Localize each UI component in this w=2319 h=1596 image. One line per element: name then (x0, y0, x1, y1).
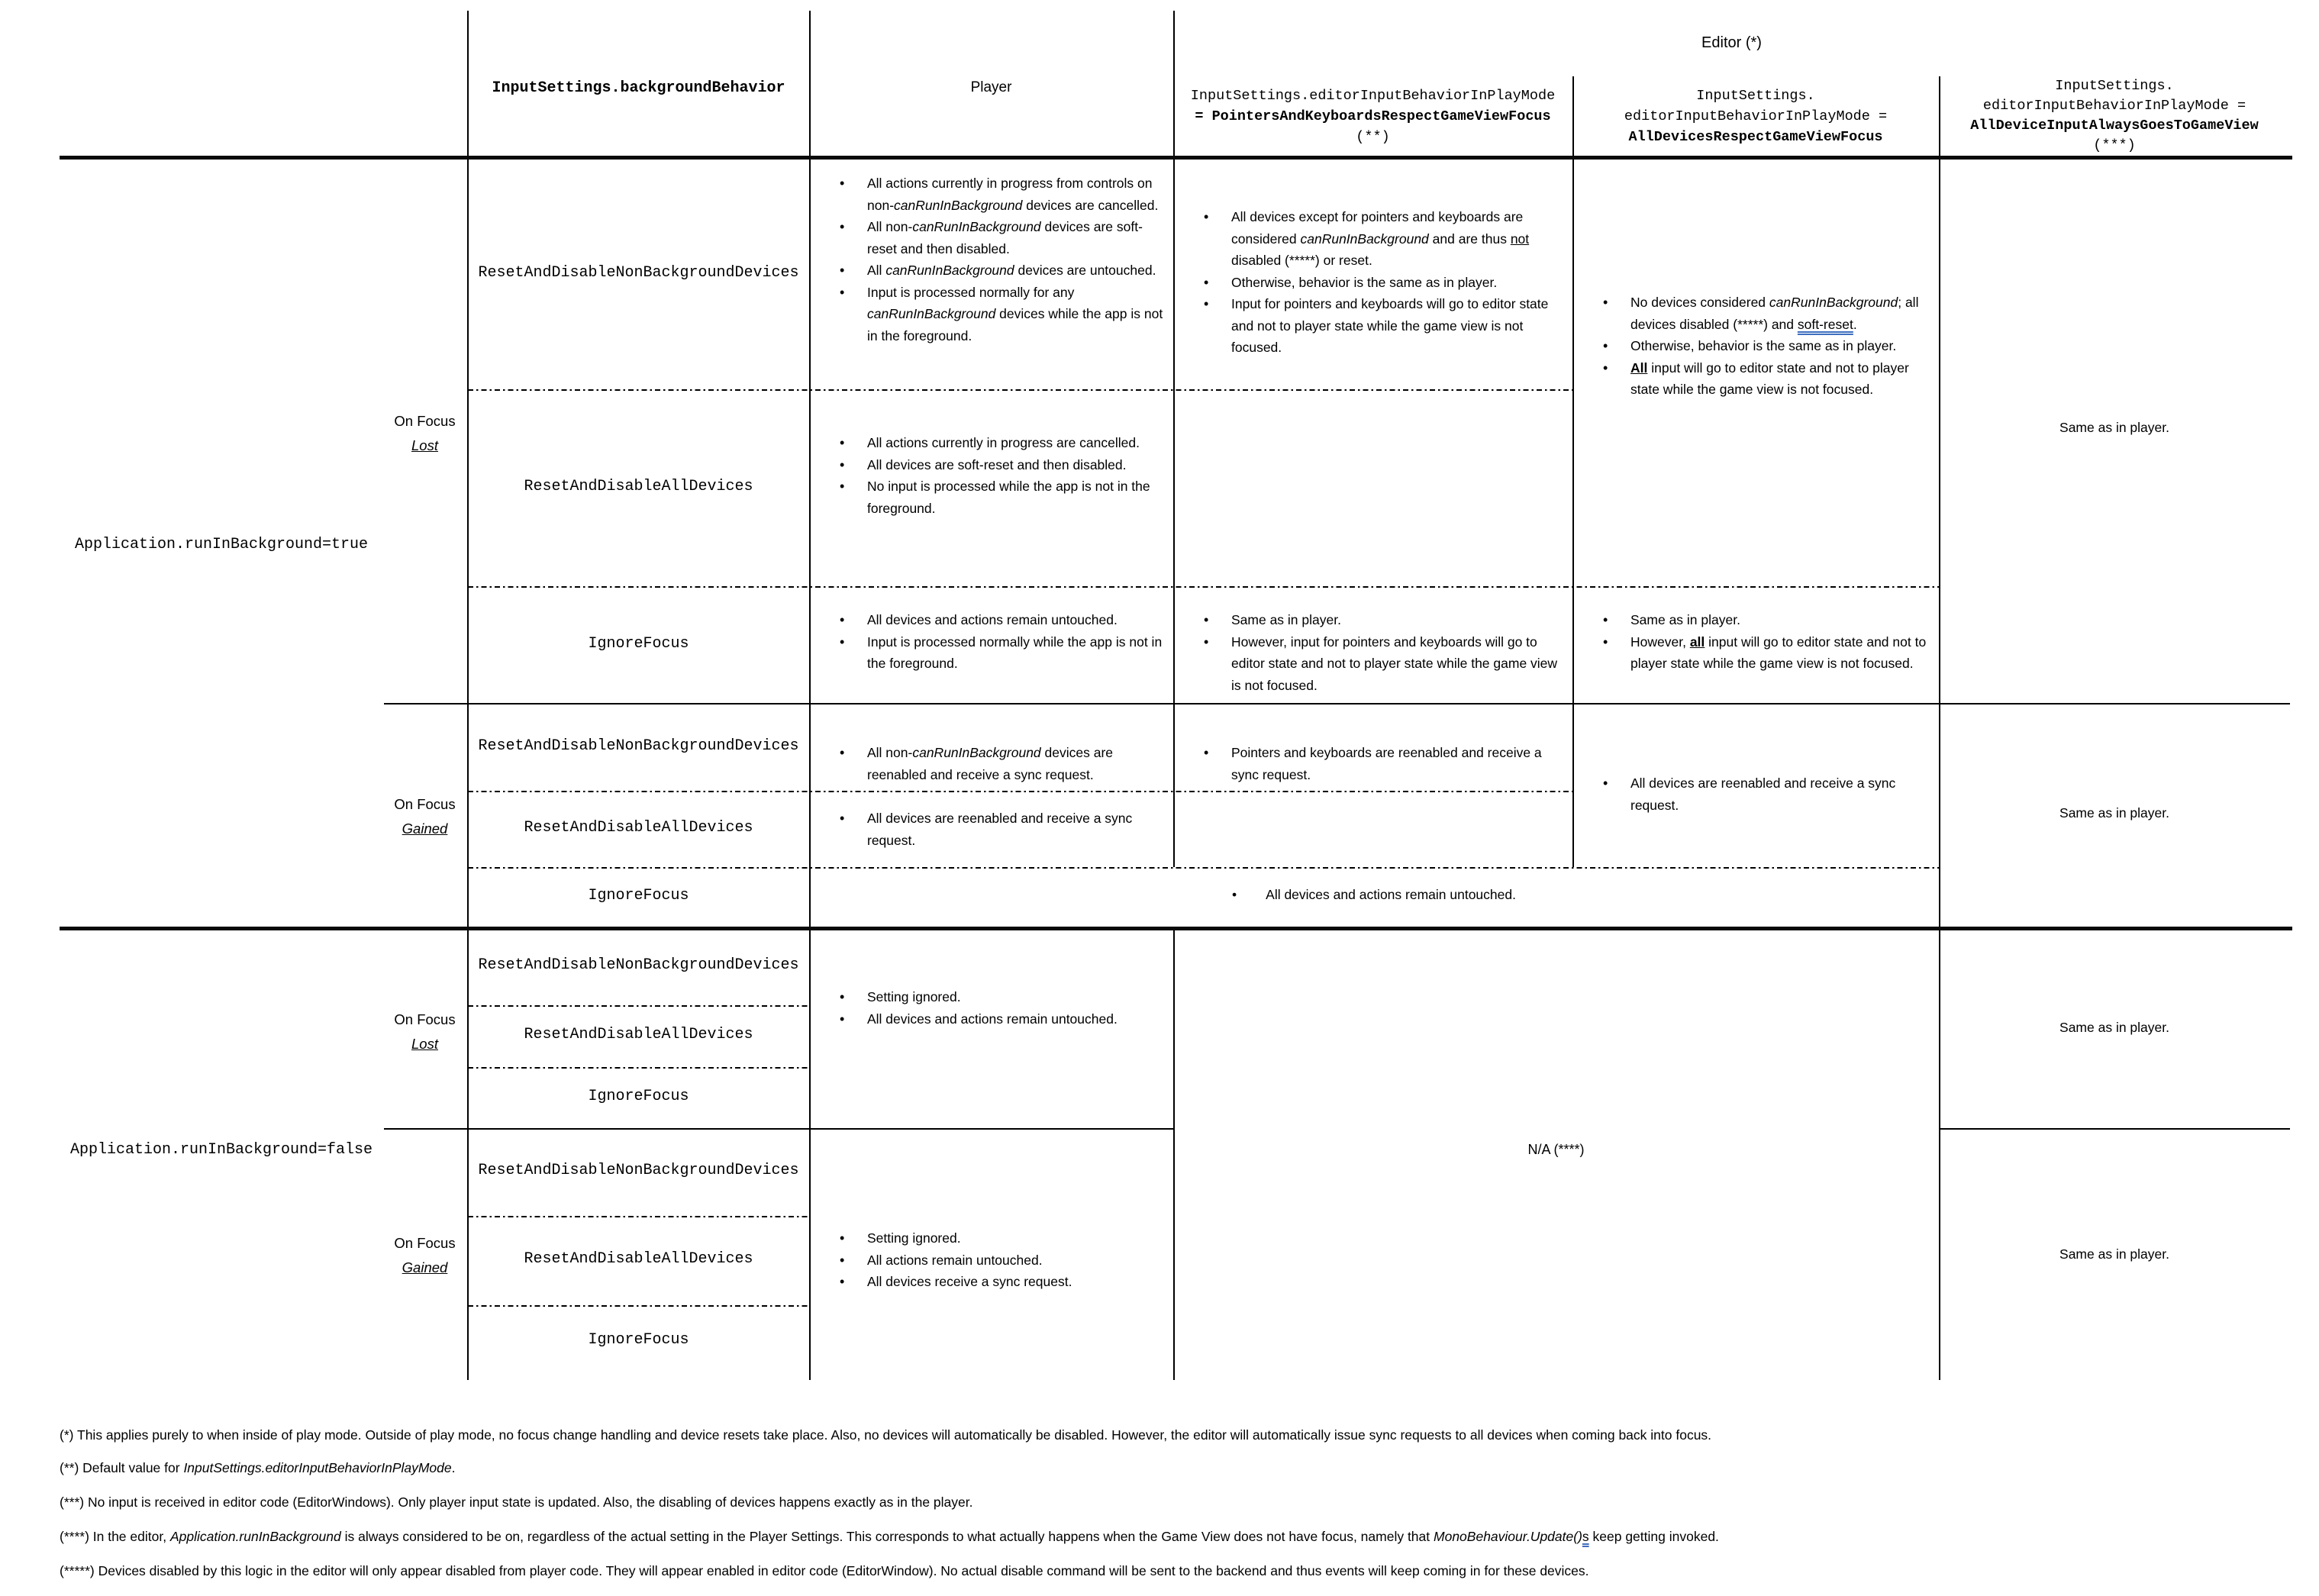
footnote-1: (*) This applies purely to when inside of play mode. Outside of play mode, no focus change handling and device resets take place. Also, no devices will automatically be disabled. However, the editor will automatically issue sync requests to all devices when coming back into focus. (60, 1427, 1712, 1443)
bullet-item: • However, input for pointers and keyboards will go to editor state and not to player state while the game view is not focused. (1173, 631, 1567, 697)
cell-editor-pointers-gained-reset-non-bg (1173, 742, 1567, 785)
footnote-3: (***) No input is received in editor code (EditorWindows). Only player input state is updated. Also, the disabling of devices happens exactly as in the player. (60, 1494, 973, 1510)
bullet-item: • Pointers and keyboards are reenabled and receive a sync request. (1173, 742, 1567, 785)
footnote-5: (*****) Devices disabled by this logic in the editor will only appear disabled from player code. They will appear enabled in editor code (EditorWindow). No actual disable command will be sent to the backend and thus events will keep coming in for these devices. (60, 1563, 1589, 1578)
cell-gained-ignore-merged (809, 887, 1939, 903)
header-line: = PointersAndKeyboardsRespectGameViewFocus (1195, 108, 1551, 124)
editor-group-header: Editor (*) (1701, 34, 1762, 51)
section-divider (60, 927, 2292, 930)
cell-editor-alldevices-gained-merged (1572, 772, 1937, 816)
column-divider (1173, 11, 1175, 867)
header-line: (***) (2093, 137, 2136, 153)
run-in-background-false-label: Application.runInBackground=false (69, 1141, 373, 1159)
bullet-item: • All canRunInBackground devices are untouched. (809, 260, 1168, 282)
on-focus-lost-label (382, 409, 468, 458)
editor-pointers-header (1177, 85, 1569, 147)
bullet-item: • All devices receive a sync request. (809, 1271, 1168, 1293)
cell-player-false-gained-merged (809, 1227, 1168, 1293)
cell-player-gained-reset-non-bg (809, 742, 1168, 785)
dashed-divider (468, 586, 1939, 588)
lost-text: Lost (411, 1036, 438, 1052)
lost-text: Lost (411, 437, 438, 453)
gained-text: Gained (402, 821, 448, 837)
bullet-item: • Input is processed normally for any canRunInBackground devices while the app is not in the foreground. (809, 282, 1168, 347)
cell-player-lost-ignore (809, 609, 1168, 675)
header-line: AllDevicesRespectGameViewFocus (1628, 129, 1883, 145)
bullet-item: • Setting ignored. (809, 1227, 1168, 1249)
behavior-reset-non-background: ResetAndDisableNonBackgroundDevices (478, 264, 799, 282)
bullet-item: • No devices considered canRunInBackground; all devices disabled (*****) and soft-reset. (1572, 292, 1937, 335)
bullet-item: All devices and actions remain untouched. (1266, 887, 1516, 902)
bullet-item: • Same as in player. (1173, 609, 1567, 631)
header-line: InputSettings.editorInputBehaviorInPlayMode (1190, 88, 1556, 104)
header-line: editorInputBehaviorInPlayMode = (1982, 98, 2246, 114)
editor-alldevices-header (1576, 85, 1935, 147)
bullet-item: • Same as in player. (1572, 609, 1937, 631)
gained-text: Gained (402, 1259, 448, 1275)
row-divider (384, 1128, 1173, 1130)
row-divider (384, 703, 2290, 704)
header-line: InputSettings. (1696, 88, 1815, 104)
behavior-ignore-focus: IgnoreFocus (588, 1088, 689, 1105)
on-focus-text: On Focus (394, 1011, 456, 1027)
header-line: editorInputBehaviorInPlayMode = (1624, 108, 1888, 124)
behavior-reset-non-background: ResetAndDisableNonBackgroundDevices (478, 956, 799, 974)
behavior-ignore-focus: IgnoreFocus (588, 635, 689, 653)
dashed-divider (468, 867, 1939, 869)
bullet-item: • All actions currently in progress from controls on non-canRunInBackground devices are cancelled. (809, 172, 1168, 216)
bullet-item: • All devices except for pointers and keyboards are considered canRunInBackground and are thus not disabled (*****) or reset. (1173, 206, 1567, 272)
bullet-item: • All non-canRunInBackground devices are reenabled and receive a sync request. (809, 742, 1168, 785)
footnote-2: (**) Default value for InputSettings.editorInputBehaviorInPlayMode. (60, 1460, 456, 1475)
bullet-item: • All input will go to editor state and not to player state while the game view is not focused. (1572, 357, 1937, 401)
cell-player-lost-reset-non-bg (809, 172, 1168, 347)
dashed-divider (468, 389, 1572, 391)
dashed-divider (468, 1067, 809, 1069)
cell-same-as-player: Same as in player. (2059, 805, 2169, 821)
behavior-reset-non-background: ResetAndDisableNonBackgroundDevices (478, 737, 799, 755)
bullet-item: • Otherwise, behavior is the same as in player. (1572, 335, 1937, 357)
footnote-4: (****) In the editor, Application.runInBackground is always considered to be on, regardless of the actual setting in the Player Settings. This corresponds to what actually happens when the Game View does not have focus, namely that MonoBehaviour.Update()s keep getting invoked. (60, 1529, 1719, 1544)
header-line: (**) (1356, 129, 1390, 145)
bullet-item: • All devices are reenabled and receive a sync request. (809, 808, 1168, 851)
header-divider (60, 156, 2292, 160)
bullet-item: • No input is processed while the app is not in the foreground. (809, 476, 1168, 519)
behavior-reset-all: ResetAndDisableAllDevices (524, 819, 753, 837)
dashed-divider (468, 791, 1572, 792)
cell-player-lost-reset-all (809, 432, 1168, 519)
bullet-dot: • (1232, 887, 1237, 902)
on-focus-gained-label (382, 1231, 468, 1280)
dashed-divider (468, 1216, 809, 1217)
on-focus-text: On Focus (394, 1235, 456, 1251)
cell-same-as-player: Same as in player. (2059, 1020, 2169, 1035)
bullet-item: • However, all input will go to editor state and not to player state while the game view is not focused. (1572, 631, 1937, 675)
row-divider (1939, 1128, 2290, 1130)
behavior-ignore-focus: IgnoreFocus (588, 1331, 689, 1349)
player-header: Player (970, 79, 1012, 95)
column-divider (1939, 76, 1940, 1380)
on-focus-text: On Focus (394, 413, 456, 429)
on-focus-gained-label (382, 792, 468, 841)
behavior-ignore-focus: IgnoreFocus (588, 887, 689, 904)
bullet-item: • All non-canRunInBackground devices are soft-reset and then disabled. (809, 216, 1168, 260)
behavior-reset-non-background: ResetAndDisableNonBackgroundDevices (478, 1162, 799, 1179)
bullet-item: • Otherwise, behavior is the same as in player. (1173, 272, 1567, 294)
run-in-background-true-label: Application.runInBackground=true (74, 536, 369, 553)
bullet-item: • All devices are soft-reset and then disabled. (809, 454, 1168, 476)
dashed-divider (468, 1005, 809, 1007)
cell-same-as-player: Same as in player. (2059, 1246, 2169, 1262)
cell-editor-na: N/A (****) (1527, 1142, 1585, 1157)
bullet-item: • All devices and actions remain untouched. (809, 1008, 1168, 1030)
cell-editor-pointers-lost-ignore (1173, 609, 1567, 696)
header-line: InputSettings. (2055, 78, 2174, 94)
bullet-item: • Input for pointers and keyboards will go to editor state and not to player state while the game view is not focused. (1173, 293, 1567, 359)
background-behavior-header: InputSettings.backgroundBehavior (492, 79, 785, 97)
cell-editor-alldevices-lost-merged (1572, 292, 1937, 401)
bullet-item: • Setting ignored. (809, 986, 1168, 1008)
cell-editor-pointers-lost-reset-non-bg (1173, 206, 1567, 359)
cell-editor-alldevices-lost-ignore (1572, 609, 1937, 675)
on-focus-lost-label (382, 1008, 468, 1056)
cell-player-false-lost-merged (809, 986, 1168, 1030)
dashed-divider (468, 1305, 809, 1307)
header-line: AllDeviceInputAlwaysGoesToGameView (1970, 118, 2259, 134)
bullet-item: • All devices are reenabled and receive a sync request. (1572, 772, 1937, 816)
behavior-reset-all: ResetAndDisableAllDevices (524, 478, 753, 495)
bullet-item: • All devices and actions remain untouched. (809, 609, 1168, 631)
behavior-reset-all: ResetAndDisableAllDevices (524, 1026, 753, 1043)
bullet-item: • Input is processed normally while the app is not in the foreground. (809, 631, 1168, 675)
on-focus-text: On Focus (394, 796, 456, 812)
bullet-item: • All actions remain untouched. (809, 1249, 1168, 1272)
bullet-item: • All actions currently in progress are cancelled. (809, 432, 1168, 454)
cell-player-gained-reset-all (809, 808, 1168, 851)
editor-allinput-header (1943, 76, 2286, 156)
column-divider (1572, 76, 1574, 867)
behavior-reset-all: ResetAndDisableAllDevices (524, 1250, 753, 1268)
cell-same-as-player: Same as in player. (2059, 420, 2169, 435)
